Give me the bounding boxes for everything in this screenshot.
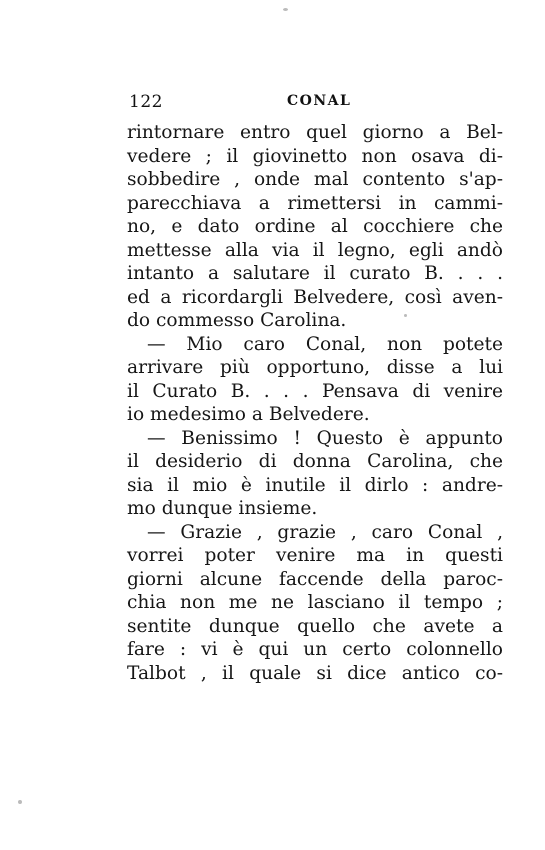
text-line: ed a ricordargli Belvedere, così aven- (127, 286, 503, 308)
page-header (129, 92, 499, 116)
body-text (127, 121, 503, 685)
text-line: chia non me ne lasciano il tempo ; (127, 592, 503, 613)
text-line: sentite dunque quello che avete a (127, 615, 503, 637)
text-line: il desiderio di donna Carolina, che (127, 451, 503, 472)
paper-speck (283, 8, 288, 11)
text-line: il Curato B. . . . Pensava di venire (127, 380, 503, 402)
text-line: rintornare entro quel giorno a Bel- (127, 122, 503, 143)
paper-speck (18, 800, 22, 804)
text-line: sobbedire , onde mal contento s'ap- (127, 169, 503, 190)
text-line: — Benissimo ! Questo è appunto (147, 427, 503, 449)
text-line: giorni alcune faccende della paroc- (127, 568, 503, 590)
text-line: Talbot , il quale si dice antico co- (127, 662, 503, 684)
text-line: vorrei poter venire ma in questi (127, 545, 503, 566)
text-line: vedere ; il giovinetto non osava di- (127, 145, 503, 167)
text-line: fare : vi è qui un certo colonnello (127, 639, 503, 660)
text-line: do commesso Carolina. (127, 310, 347, 331)
text-line: — Mio caro Conal, non potete (147, 333, 503, 355)
text-line: mo dunque insieme. (127, 498, 318, 519)
text-line: — Grazie , grazie , caro Conal , (147, 521, 503, 543)
text-line: mettesse alla via il legno, egli andò (127, 239, 503, 261)
text-line: no, e dato ordine al cocchiere che (127, 216, 503, 237)
text-line: arrivare più opportuno, disse a lui (127, 357, 503, 378)
running-head: CONAL (287, 93, 352, 109)
text-line: io medesimo a Belvedere. (127, 404, 370, 425)
text-line: sia il mio è inutile il dirlo : andre- (127, 474, 503, 496)
text-line: intanto a salutare il curato B. . . . (127, 263, 503, 284)
page-number: 122 (129, 92, 163, 112)
text-line: parecchiava a rimettersi in cammi- (127, 192, 503, 214)
